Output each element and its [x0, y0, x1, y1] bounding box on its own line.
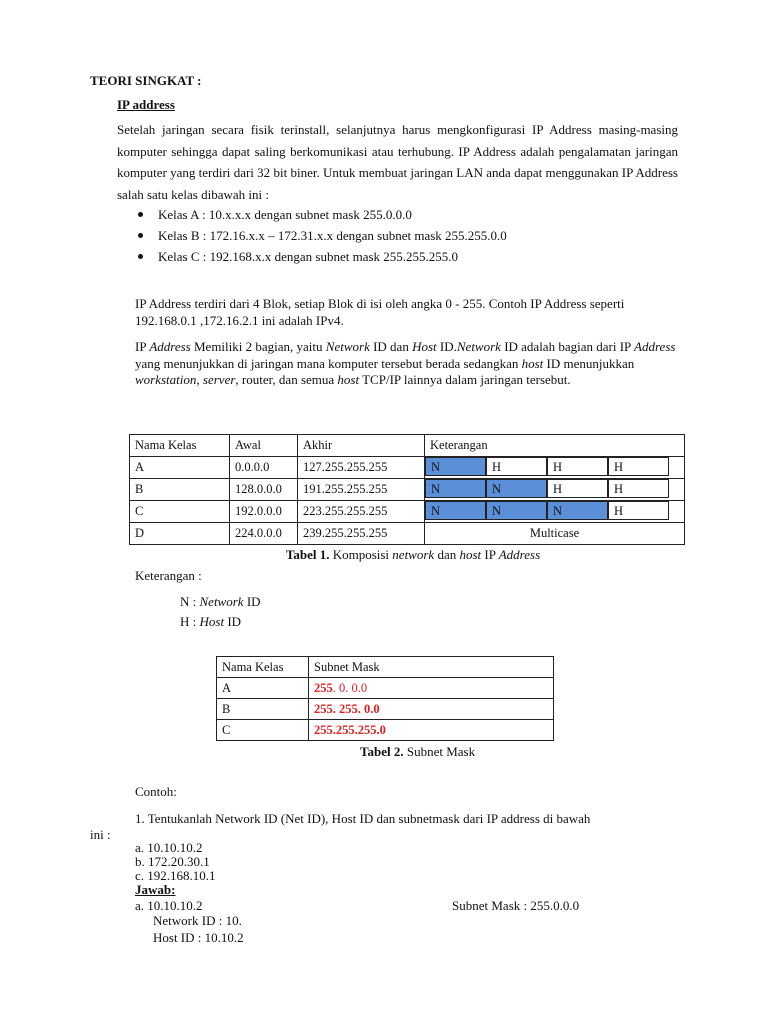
list-item: c. 192.168.10.1 — [135, 868, 216, 883]
table-row — [217, 678, 554, 699]
table-row — [217, 699, 554, 720]
legend-host: H : Host ID — [180, 614, 242, 629]
section-subheading: IP address — [117, 97, 175, 112]
legend-title: Keterangan : — [135, 568, 202, 583]
header-awal: Awal — [230, 435, 298, 457]
table-header-row — [130, 435, 685, 457]
answer-label: Jawab: — [135, 882, 176, 897]
ip-class-table — [129, 434, 685, 545]
octet-cell: H — [547, 479, 608, 498]
answer-a: a. 10.10.10.2 — [135, 898, 203, 913]
header-nama-kelas: Nama Kelas — [217, 657, 309, 678]
question-line-1: 1. Tentukanlah Network ID (Net ID), Host ID dan subnetmask dari IP address di bawah — [135, 811, 591, 826]
table-header-row — [217, 657, 554, 678]
cell-awal: 224.0.0.0 — [230, 523, 298, 545]
cell-akhir: 127.255.255.255 — [298, 457, 425, 479]
cell-nama: B — [217, 699, 309, 720]
cell-keterangan — [425, 501, 685, 523]
cell-nama: C — [217, 720, 309, 741]
table-row — [130, 457, 685, 479]
page-heading: TEORI SINGKAT : — [90, 73, 202, 88]
bullet-icon — [138, 212, 143, 217]
octet-cell: H — [608, 501, 669, 520]
octet-cell: N — [486, 479, 547, 498]
cell-awal: 128.0.0.0 — [230, 479, 298, 501]
bullet-icon — [138, 254, 143, 259]
legend-network: N : Network ID — [180, 594, 261, 609]
header-subnet-mask: Subnet Mask — [309, 657, 554, 678]
answer-subnet-mask: Subnet Mask : 255.0.0.0 — [452, 898, 580, 913]
cell-keterangan: Multicase — [425, 523, 685, 545]
cell-awal: 192.0.0.0 — [230, 501, 298, 523]
header-akhir: Akhir — [298, 435, 425, 457]
cell-nama: C — [130, 501, 230, 523]
cell-akhir: 191.255.255.255 — [298, 479, 425, 501]
octet-cell: H — [608, 479, 669, 498]
ip-class-bullet-list — [134, 204, 674, 267]
header-keterangan: Keterangan — [425, 435, 685, 457]
list-item: Kelas C : 192.168.x.x dengan subnet mask 255.255.255.0 — [134, 246, 674, 267]
octet-cell: N — [425, 479, 486, 498]
answer-network-id: Network ID : 10. — [153, 913, 242, 928]
question-line-2: ini : — [90, 827, 111, 842]
answer-host-id: Host ID : 10.10.2 — [153, 930, 244, 945]
list-item: a. 10.10.10.2 — [135, 840, 203, 855]
octet-cell: N — [486, 501, 547, 520]
cell-awal: 0.0.0.0 — [230, 457, 298, 479]
network-host-paragraph: IP Address Memiliki 2 bagian, yaitu Network ID dan Host ID.Network ID adalah bagian dari IP Address yang menunjukkan di jaringan mana komputer tersebut berada sedangkan host ID menunjukkan workstation, server, router, dan semua host TCP/IP lainnya dalam jaringan tersebut. — [135, 339, 676, 387]
cell-nama: A — [130, 457, 230, 479]
table-row — [130, 501, 685, 523]
intro-paragraph: Setelah jaringan secara fisik terinstall, selanjutnya harus mengkonfigurasi IP Address masing-masing komputer sehingga dapat saling berkomunikasi atau terhubung. IP Address adalah pengalamatan jaringan komputer yang terdiri dari 32 bit biner. Untuk membuat jaringan LAN anda dapat menggunakan IP Address salah satu kelas dibawah ini : — [117, 122, 678, 202]
list-item: b. 172.20.30.1 — [135, 854, 210, 869]
header-nama-kelas: Nama Kelas — [130, 435, 230, 457]
table-row — [217, 720, 554, 741]
cell-akhir: 239.255.255.255 — [298, 523, 425, 545]
octet-cell: H — [608, 457, 669, 476]
cell-keterangan — [425, 457, 685, 479]
octet-cell: N — [547, 501, 608, 520]
subnet-mask-table — [216, 656, 554, 741]
list-item: Kelas B : 172.16.x.x – 172.31.x.x dengan subnet mask 255.255.0.0 — [134, 225, 674, 246]
cell-akhir: 223.255.255.255 — [298, 501, 425, 523]
list-item: Kelas A : 10.x.x.x dengan subnet mask 255.0.0.0 — [134, 204, 674, 225]
cell-nama: B — [130, 479, 230, 501]
cell-nama: A — [217, 678, 309, 699]
octet-cell: H — [486, 457, 547, 476]
table-row — [130, 479, 685, 501]
octet-cell: N — [425, 457, 486, 476]
bullet-icon — [138, 233, 143, 238]
cell-subnet-mask: 255. 255. 0.0 — [309, 699, 554, 720]
table2-caption: Tabel 2. Subnet Mask — [360, 744, 476, 759]
cell-keterangan — [425, 479, 685, 501]
cell-subnet-mask: 255. 0. 0.0 — [309, 678, 554, 699]
octet-cell: N — [425, 501, 486, 520]
octet-cell: H — [547, 457, 608, 476]
table1-caption: Tabel 1. Komposisi network dan host IP Address — [285, 547, 541, 562]
example-title: Contoh: — [135, 784, 177, 799]
blocks-paragraph: IP Address terdiri dari 4 Blok, setiap Blok di isi oleh angka 0 - 255. Contoh IP Address seperti 192.168.0.1 ,172.16.2.1 ini adalah IPv4. — [135, 296, 625, 328]
cell-nama: D — [130, 523, 230, 545]
table-row — [130, 523, 685, 545]
cell-subnet-mask: 255.255.255.0 — [309, 720, 554, 741]
